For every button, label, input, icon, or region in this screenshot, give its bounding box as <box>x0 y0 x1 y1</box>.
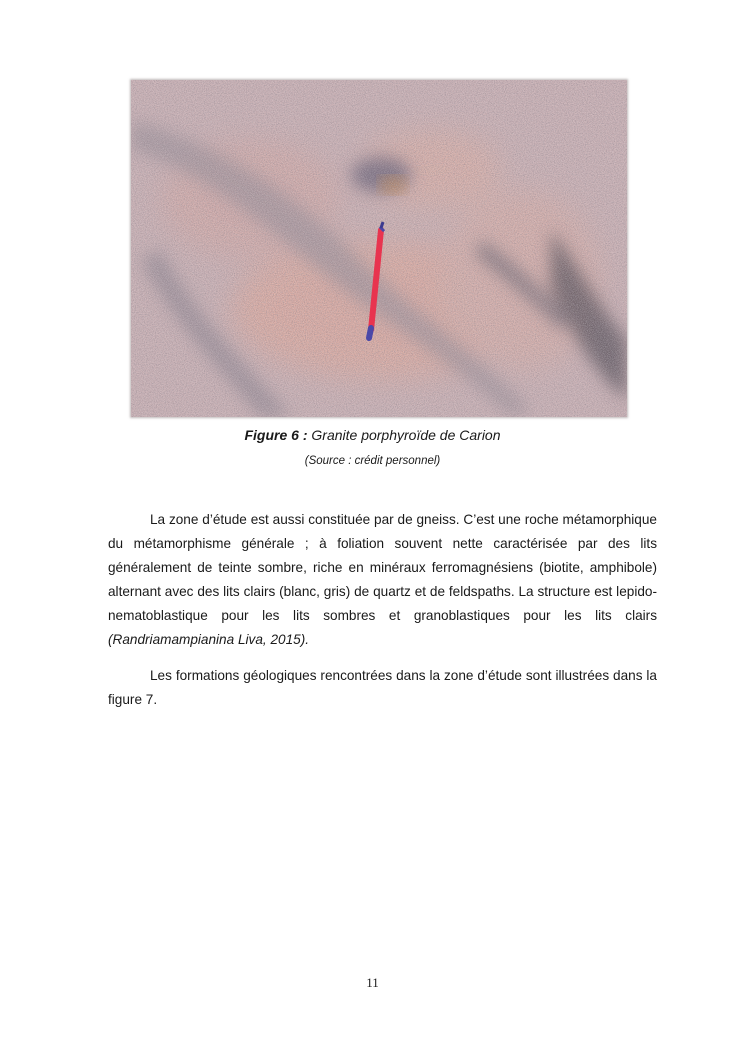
figure-source: (Source : crédit personnel) <box>304 455 441 467</box>
figure-label: Figure 6 : <box>244 427 308 443</box>
figure-title: Granite porphyroïde de Carion <box>307 427 501 443</box>
granite-photo <box>131 80 627 417</box>
paragraph-gneiss <box>108 508 657 652</box>
granite-outcrop-image <box>131 80 627 417</box>
figure-caption <box>0 427 745 443</box>
paragraph-gneiss-text: La zone d’étude est aussi constituée par de gneiss. C’est une roche métamorphique du métamorphisme générale ; à foliation souvent nette caractérisée par des lits généralement de teinte sombre, riche en minéraux ferromagnésiens (biotite, amphibole) alternant avec des lits clairs (blanc, gris) de quartz et de feldspaths. La structure est lepido-nematoblastique pour les lits sombres et granoblastiques pour les lits clairs <box>108 512 657 623</box>
paragraph-formations: Les formations géologiques rencontrées dans la zone d’étude sont illustrées dans la figure 7. <box>108 668 657 707</box>
citation: (Randriamampianina Liva, 2015). <box>108 632 309 647</box>
page-number: 11 <box>366 975 379 990</box>
